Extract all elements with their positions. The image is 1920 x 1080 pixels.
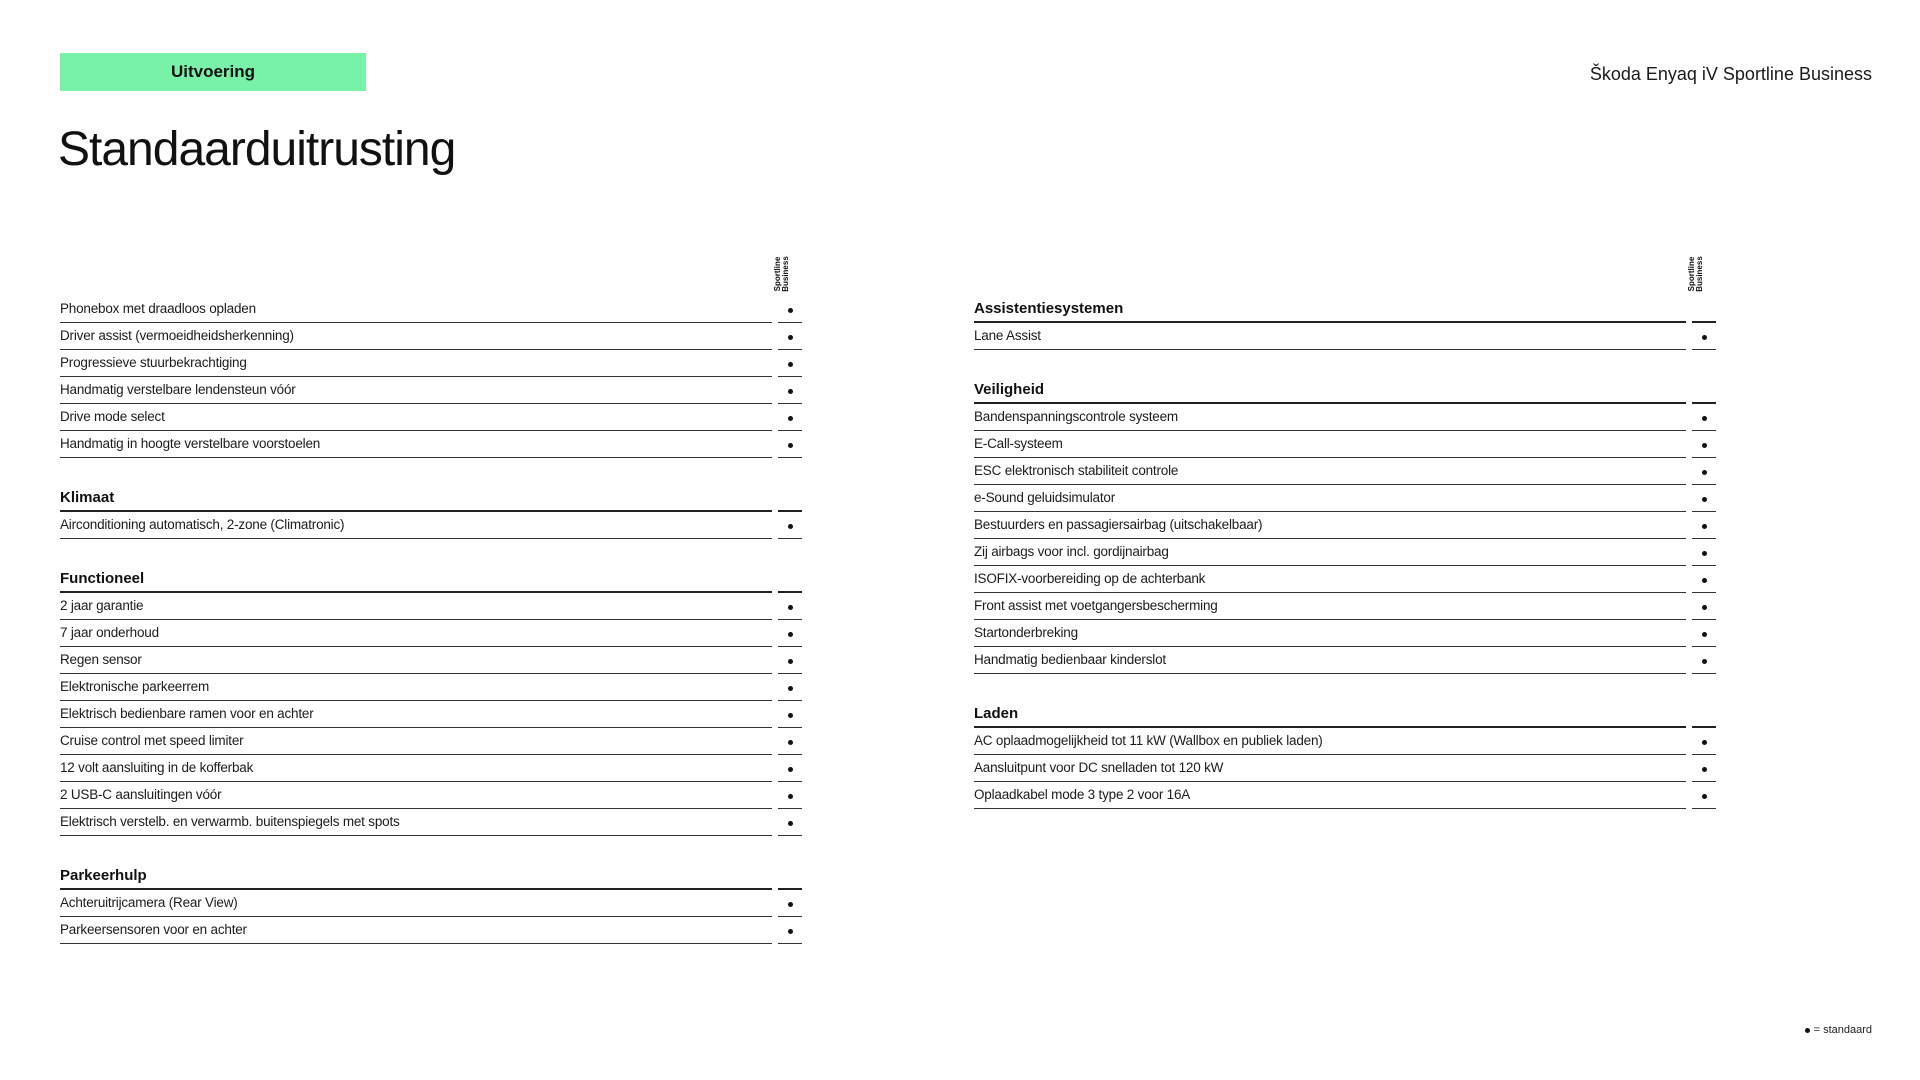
bullet-icon <box>788 740 793 745</box>
bullet-icon <box>788 686 793 691</box>
section <box>60 485 804 539</box>
equipment-row <box>974 566 1718 593</box>
section-heading-row <box>60 863 804 890</box>
variant-column-label: Sportline Business <box>1687 256 1704 292</box>
bullet-icon <box>788 308 793 313</box>
bullet-icon <box>1702 659 1707 664</box>
equipment-row <box>60 674 804 701</box>
equipment-label: e-Sound geluidsimulator <box>974 485 1686 512</box>
standard-mark <box>1692 404 1716 431</box>
standard-mark <box>778 917 802 944</box>
bullet-icon <box>1702 605 1707 610</box>
equipment-row <box>974 620 1718 647</box>
equipment-row <box>60 755 804 782</box>
section <box>60 863 804 944</box>
standard-mark <box>778 647 802 674</box>
bullet-icon <box>1702 578 1707 583</box>
equipment-label: E-Call-systeem <box>974 431 1686 458</box>
equipment-label: Front assist met voetgangersbescherming <box>974 593 1686 620</box>
equipment-row <box>60 809 804 836</box>
bullet-icon <box>788 767 793 772</box>
equipment-row <box>60 323 804 350</box>
equipment-label: ESC elektronisch stabiliteit controle <box>974 458 1686 485</box>
bullet-icon <box>788 659 793 664</box>
equipment-label: Elektrisch verstelb. en verwarmb. buitenspiegels met spots <box>60 809 772 836</box>
bullet-icon <box>1702 767 1707 772</box>
section-heading-row <box>60 566 804 593</box>
bullet-icon <box>1805 1028 1810 1033</box>
bullet-icon <box>788 794 793 799</box>
left-column <box>60 252 804 944</box>
equipment-row <box>974 593 1718 620</box>
section-heading: Functioneel <box>60 566 772 593</box>
column-header <box>60 252 804 296</box>
standard-mark <box>778 296 802 323</box>
equipment-label: Parkeersensoren voor en achter <box>60 917 772 944</box>
equipment-row <box>60 890 804 917</box>
equipment-row <box>974 431 1718 458</box>
bullet-icon <box>788 524 793 529</box>
bullet-icon <box>1702 470 1707 475</box>
page-title: Standaarduitrusting <box>58 123 456 176</box>
section <box>974 296 1718 350</box>
equipment-row <box>974 539 1718 566</box>
equipment-label: Handmatig verstelbare lendensteun vóór <box>60 377 772 404</box>
equipment-label: Bandenspanningscontrole systeem <box>974 404 1686 431</box>
standard-mark <box>1692 728 1716 755</box>
legend <box>1805 1024 1872 1036</box>
standard-mark <box>778 512 802 539</box>
bullet-icon <box>788 362 793 367</box>
bullet-icon <box>1702 497 1707 502</box>
equipment-row <box>60 917 804 944</box>
standard-mark <box>778 782 802 809</box>
equipment-label: Bestuurders en passagiersairbag (uitschakelbaar) <box>974 512 1686 539</box>
equipment-label: Handmatig in hoogte verstelbare voorstoelen <box>60 431 772 458</box>
equipment-row <box>974 782 1718 809</box>
equipment-label: Drive mode select <box>60 404 772 431</box>
section-heading: Klimaat <box>60 485 772 512</box>
standard-mark <box>1692 620 1716 647</box>
equipment-row <box>974 404 1718 431</box>
standard-mark <box>778 701 802 728</box>
equipment-row <box>60 782 804 809</box>
equipment-label: ISOFIX-voorbereiding op de achterbank <box>974 566 1686 593</box>
section-heading: Assistentiesystemen <box>974 296 1686 323</box>
standard-mark <box>778 323 802 350</box>
section-heading-row <box>974 377 1718 404</box>
section <box>974 377 1718 674</box>
equipment-row <box>60 593 804 620</box>
standard-mark <box>1692 458 1716 485</box>
equipment-row <box>60 377 804 404</box>
legend-text: = standaard <box>1813 1024 1872 1036</box>
bullet-icon <box>788 902 793 907</box>
bullet-icon <box>788 335 793 340</box>
section-heading: Laden <box>974 701 1686 728</box>
equipment-row <box>60 647 804 674</box>
bullet-icon <box>788 389 793 394</box>
equipment-row <box>974 458 1718 485</box>
equipment-row <box>60 350 804 377</box>
bullet-icon <box>788 929 793 934</box>
bullet-icon <box>1702 551 1707 556</box>
right-list <box>974 296 1718 809</box>
standard-mark <box>778 728 802 755</box>
standard-mark <box>778 620 802 647</box>
standard-mark <box>778 431 802 458</box>
section-heading-row <box>974 296 1718 323</box>
section <box>974 701 1718 809</box>
standard-mark <box>778 377 802 404</box>
equipment-label: Lane Assist <box>974 323 1686 350</box>
standard-mark <box>778 593 802 620</box>
equipment-label: 2 jaar garantie <box>60 593 772 620</box>
standard-mark <box>778 404 802 431</box>
bullet-icon <box>788 443 793 448</box>
equipment-label: Startonderbreking <box>974 620 1686 647</box>
standard-mark <box>778 350 802 377</box>
standard-mark <box>1692 512 1716 539</box>
bullet-icon <box>1702 443 1707 448</box>
section-heading: Veiligheid <box>974 377 1686 404</box>
standard-mark <box>1692 566 1716 593</box>
equipment-label: 12 volt aansluiting in de kofferbak <box>60 755 772 782</box>
bullet-icon <box>788 605 793 610</box>
equipment-row <box>60 512 804 539</box>
standard-mark <box>1692 431 1716 458</box>
equipment-row <box>60 701 804 728</box>
bullet-icon <box>1702 416 1707 421</box>
equipment-row <box>974 647 1718 674</box>
standard-mark <box>778 809 802 836</box>
equipment-row <box>974 323 1718 350</box>
bullet-icon <box>1702 740 1707 745</box>
equipment-label: Zij airbags voor incl. gordijnairbag <box>974 539 1686 566</box>
equipment-label: Regen sensor <box>60 647 772 674</box>
standard-mark <box>1692 755 1716 782</box>
equipment-label: Aansluitpunt voor DC snelladen tot 120 kW <box>974 755 1686 782</box>
equipment-label: Airconditioning automatisch, 2-zone (Climatronic) <box>60 512 772 539</box>
equipment-row <box>60 431 804 458</box>
section-heading-row <box>60 485 804 512</box>
equipment-label: Elektronische parkeerrem <box>60 674 772 701</box>
standard-mark <box>778 674 802 701</box>
left-list <box>60 296 804 944</box>
equipment-label: Phonebox met draadloos opladen <box>60 296 772 323</box>
equipment-row <box>60 404 804 431</box>
equipment-label: Elektrisch bedienbare ramen voor en achter <box>60 701 772 728</box>
bullet-icon <box>1702 794 1707 799</box>
standard-mark <box>1692 647 1716 674</box>
section-heading: Parkeerhulp <box>60 863 772 890</box>
standard-mark <box>1692 593 1716 620</box>
bullet-icon <box>788 632 793 637</box>
standard-mark <box>1692 782 1716 809</box>
bullet-icon <box>1702 632 1707 637</box>
equipment-label: Achteruitrijcamera (Rear View) <box>60 890 772 917</box>
equipment-row <box>60 296 804 323</box>
equipment-row <box>974 512 1718 539</box>
standard-mark <box>1692 323 1716 350</box>
equipment-label: Progressieve stuurbekrachtiging <box>60 350 772 377</box>
standard-mark <box>1692 539 1716 566</box>
section-tag: Uitvoering <box>60 53 366 91</box>
section <box>60 566 804 836</box>
bullet-icon <box>1702 335 1707 340</box>
equipment-row <box>974 755 1718 782</box>
equipment-row <box>974 485 1718 512</box>
bullet-icon <box>788 416 793 421</box>
equipment-row <box>60 620 804 647</box>
section-heading-row <box>974 701 1718 728</box>
bullet-icon <box>1702 524 1707 529</box>
equipment-label: Oplaadkabel mode 3 type 2 voor 16A <box>974 782 1686 809</box>
equipment-label: 2 USB-C aansluitingen vóór <box>60 782 772 809</box>
equipment-row <box>974 728 1718 755</box>
equipment-label: Driver assist (vermoeidheidsherkenning) <box>60 323 772 350</box>
standard-mark <box>778 755 802 782</box>
standard-mark <box>778 890 802 917</box>
equipment-label: AC oplaadmogelijkheid tot 11 kW (Wallbox en publiek laden) <box>974 728 1686 755</box>
equipment-label: Handmatig bedienbaar kinderslot <box>974 647 1686 674</box>
equipment-row <box>60 728 804 755</box>
variant-column-label: Sportline Business <box>773 256 790 292</box>
equipment-label: Cruise control met speed limiter <box>60 728 772 755</box>
model-name: Škoda Enyaq iV Sportline Business <box>1589 64 1872 84</box>
column-header <box>974 252 1718 296</box>
right-column <box>974 252 1718 809</box>
standard-mark <box>1692 485 1716 512</box>
equipment-label: 7 jaar onderhoud <box>60 620 772 647</box>
bullet-icon <box>788 713 793 718</box>
bullet-icon <box>788 821 793 826</box>
